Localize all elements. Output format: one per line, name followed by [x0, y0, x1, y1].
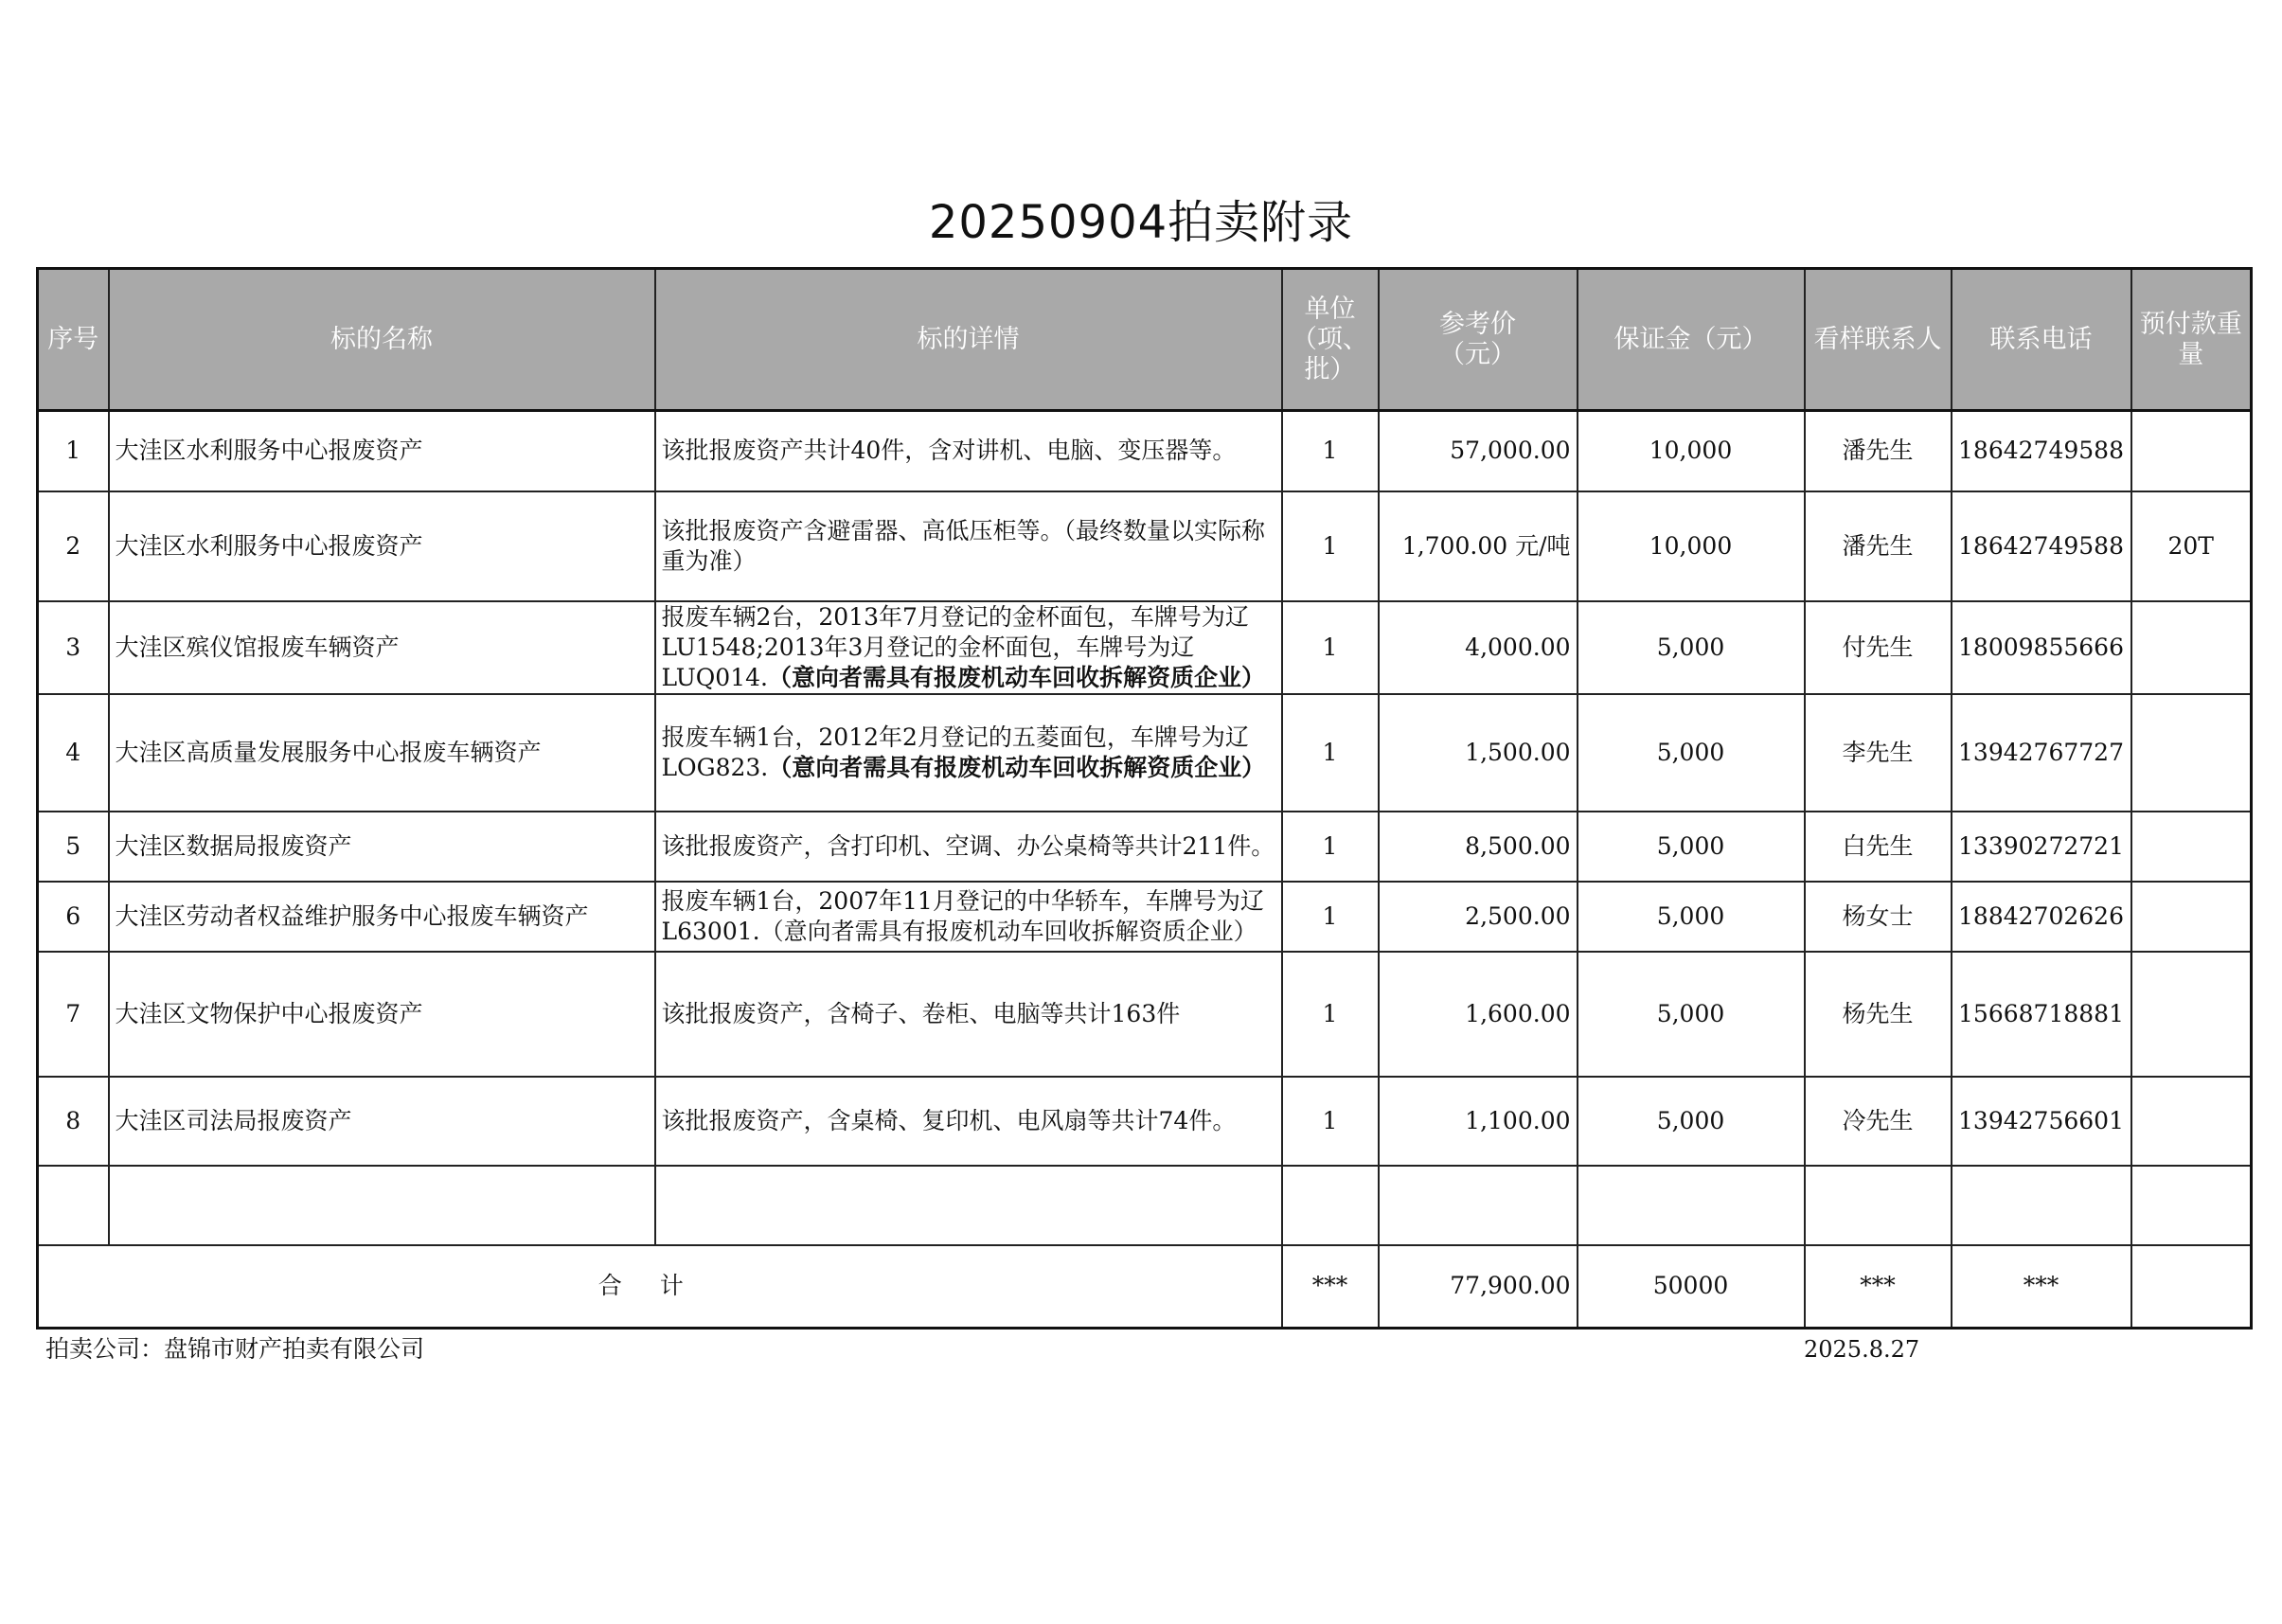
- cell-prepay: [2131, 1077, 2252, 1166]
- detail-text: 该批报废资产，含椅子、卷柜、电脑等共计163件: [661, 999, 1181, 1027]
- cell-contact: 杨女士: [1805, 882, 1952, 952]
- detail-text: 该批报废资产，含桌椅、复印机、电风扇等共计74件。: [661, 1106, 1237, 1134]
- cell-contact: 杨先生: [1805, 952, 1952, 1077]
- cell-deposit: 5,000: [1578, 694, 1805, 812]
- table-row: [38, 411, 2252, 491]
- cell-detail: [655, 491, 1282, 601]
- total-phone: ***: [1952, 1245, 2131, 1329]
- cell-deposit: 10,000: [1578, 491, 1805, 601]
- detail-text: 该批报废资产含避雷器、高低压柜等。（最终数量以实际称重为准）: [661, 516, 1266, 575]
- cell-unit: 1: [1282, 601, 1379, 694]
- detail-text: 报废车辆1台，2007年11月登记的中华轿车，车牌号为辽L63001.（意向者需具有报废机动车回收拆解资质企业）: [661, 886, 1264, 945]
- cell-prepay: [2131, 694, 2252, 812]
- cell-no: 1: [38, 411, 109, 491]
- cell-prepay: [2131, 952, 2252, 1077]
- cell-name: 大洼区劳动者权益维护服务中心报废车辆资产: [109, 882, 655, 952]
- col-header-phone: 联系电话: [1952, 269, 2131, 411]
- cell-unit: 1: [1282, 694, 1379, 812]
- cell-no: 5: [38, 812, 109, 882]
- total-unit: ***: [1282, 1245, 1379, 1329]
- col-header-deposit: 保证金（元）: [1578, 269, 1805, 411]
- cell-price: 57,000.00: [1379, 411, 1578, 491]
- cell-prepay: [2131, 601, 2252, 694]
- cell-price: 1,500.00: [1379, 694, 1578, 812]
- detail-note: （意向者需具有报废机动车回收拆解资质企业）: [767, 663, 1265, 691]
- cell-deposit: 5,000: [1578, 601, 1805, 694]
- cell-name: 大洼区司法局报废资产: [109, 1077, 655, 1166]
- col-header-price: 参考价（元）: [1379, 269, 1578, 411]
- cell-detail: [655, 601, 1282, 694]
- cell-deposit: 5,000: [1578, 812, 1805, 882]
- col-header-unit: 单位（项、批）: [1282, 269, 1379, 411]
- header-row: [38, 269, 2252, 411]
- table-row: [38, 694, 2252, 812]
- cell-price: 4,000.00: [1379, 601, 1578, 694]
- detail-text: 报废车辆1台，2012年2月登记的五菱面包，车牌号为辽LOG823.: [661, 723, 1249, 781]
- cell-detail: [655, 1077, 1282, 1166]
- col-header-detail: 标的详情: [655, 269, 1282, 411]
- cell-phone: 18842702626: [1952, 882, 2131, 952]
- table-row: [38, 491, 2252, 601]
- cell-prepay: [2131, 411, 2252, 491]
- cell-deposit: 5,000: [1578, 1077, 1805, 1166]
- col-header-no: 序号: [38, 269, 109, 411]
- table-row: [38, 882, 2252, 952]
- cell-contact: 潘先生: [1805, 411, 1952, 491]
- cell-name: 大洼区水利服务中心报废资产: [109, 491, 655, 601]
- cell-no: 4: [38, 694, 109, 812]
- cell-unit: 1: [1282, 491, 1379, 601]
- cell-phone: 13390272721: [1952, 812, 2131, 882]
- cell-phone: 18642749588: [1952, 411, 2131, 491]
- cell-name: 大洼区水利服务中心报废资产: [109, 411, 655, 491]
- cell-phone: 18009855666: [1952, 601, 2131, 694]
- total-row: [38, 1245, 2252, 1329]
- cell-price: 1,100.00: [1379, 1077, 1578, 1166]
- cell-detail: [655, 694, 1282, 812]
- cell-no: 6: [38, 882, 109, 952]
- auction-table: [36, 267, 2253, 1330]
- cell-deposit: 10,000: [1578, 411, 1805, 491]
- total-label: 合计: [38, 1245, 1282, 1329]
- cell-price: 2,500.00: [1379, 882, 1578, 952]
- total-deposit: 50000: [1578, 1245, 1805, 1329]
- empty-row: [38, 1166, 2252, 1245]
- cell-name: 大洼区数据局报废资产: [109, 812, 655, 882]
- cell-detail: [655, 882, 1282, 952]
- table-row: [38, 952, 2252, 1077]
- cell-phone: 13942756601: [1952, 1077, 2131, 1166]
- cell-no: 3: [38, 601, 109, 694]
- cell-unit: 1: [1282, 1077, 1379, 1166]
- cell-contact: 李先生: [1805, 694, 1952, 812]
- cell-unit: 1: [1282, 812, 1379, 882]
- cell-deposit: 5,000: [1578, 952, 1805, 1077]
- detail-note: （意向者需具有报废机动车回收拆解资质企业）: [768, 753, 1266, 781]
- cell-unit: 1: [1282, 952, 1379, 1077]
- detail-text: 报废车辆2台，2013年7月登记的金杯面包，车牌号为辽LU1548;2013年3月登记的金杯面包，车牌号为辽LUQ014.: [661, 602, 1249, 691]
- cell-detail: [655, 812, 1282, 882]
- cell-unit: 1: [1282, 882, 1379, 952]
- cell-contact: 潘先生: [1805, 491, 1952, 601]
- total-price: 77,900.00: [1379, 1245, 1578, 1329]
- footer-date: 2025.8.27: [1804, 1336, 1920, 1363]
- cell-contact: 付先生: [1805, 601, 1952, 694]
- cell-contact: 白先生: [1805, 812, 1952, 882]
- cell-detail: [655, 952, 1282, 1077]
- page-title: 20250904拍卖附录: [928, 196, 1354, 249]
- cell-phone: 15668718881: [1952, 952, 2131, 1077]
- cell-name: 大洼区殡仪馆报废车辆资产: [109, 601, 655, 694]
- col-header-prepay: 预付款重量: [2131, 269, 2252, 411]
- cell-name: 大洼区高质量发展服务中心报废车辆资产: [109, 694, 655, 812]
- cell-contact: 冷先生: [1805, 1077, 1952, 1166]
- cell-prepay: 20T: [2131, 491, 2252, 601]
- cell-deposit: 5,000: [1578, 882, 1805, 952]
- cell-no: 2: [38, 491, 109, 601]
- total-prepay: [2131, 1245, 2252, 1329]
- cell-detail: [655, 411, 1282, 491]
- cell-price: 8,500.00: [1379, 812, 1578, 882]
- cell-price: 1,600.00: [1379, 952, 1578, 1077]
- col-header-name: 标的名称: [109, 269, 655, 411]
- table-row: [38, 1077, 2252, 1166]
- cell-prepay: [2131, 812, 2252, 882]
- col-header-contact: 看样联系人: [1805, 269, 1952, 411]
- cell-price: 1,700.00 元/吨: [1379, 491, 1578, 601]
- detail-text: 该批报废资产共计40件，含对讲机、电脑、变压器等。: [661, 437, 1237, 465]
- table-row: [38, 601, 2252, 694]
- detail-text: 该批报废资产，含打印机、空调、办公桌椅等共计211件。: [661, 831, 1275, 860]
- total-contact: ***: [1805, 1245, 1952, 1329]
- table-row: [38, 812, 2252, 882]
- cell-no: 8: [38, 1077, 109, 1166]
- cell-no: 7: [38, 952, 109, 1077]
- cell-phone: 13942767727: [1952, 694, 2131, 812]
- cell-unit: 1: [1282, 411, 1379, 491]
- cell-name: 大洼区文物保护中心报废资产: [109, 952, 655, 1077]
- cell-prepay: [2131, 882, 2252, 952]
- cell-phone: 18642749588: [1952, 491, 2131, 601]
- footer-company: 拍卖公司：盘锦市财产拍卖有限公司: [45, 1335, 425, 1363]
